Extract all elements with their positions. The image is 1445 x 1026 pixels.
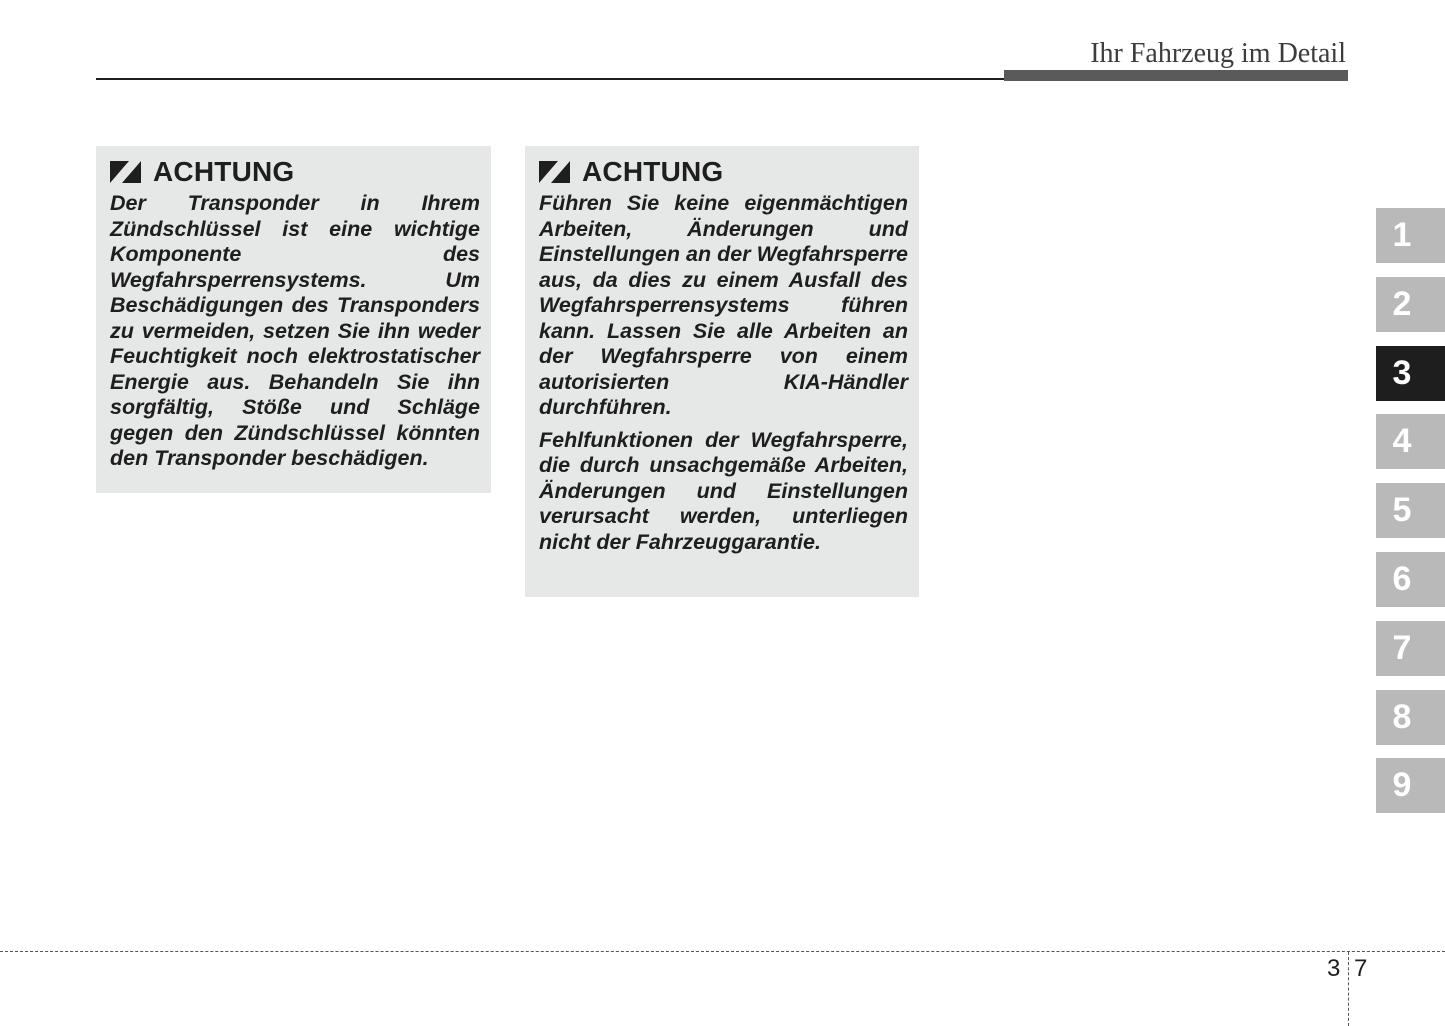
caution-slash-icon xyxy=(539,161,570,183)
chapter-tab-6[interactable]: 6 xyxy=(1376,552,1445,607)
caution-box-transponder xyxy=(96,146,491,493)
header-accent-bar xyxy=(1004,70,1348,81)
caution-box-immobilizer xyxy=(525,146,919,597)
caution-text: Der Transponder in Ihrem Zündschlüssel ist eine wichtige Komponente des Wegfahrsperrensystems. Um Beschädigungen des Transponders zu vermeiden, setzen Sie ihn weder Feuchtigkeit noch elektrostatischer Energie aus. Behandeln Sie ihn sorgfältig, Stöße und Schläge gegen den Zündschlüssel könnten den Transponder beschädigen. xyxy=(110,191,480,470)
page-chapter-number: 3 xyxy=(1327,955,1341,982)
chapter-tab-3[interactable]: 3 xyxy=(1376,346,1445,401)
caution-slash-icon xyxy=(110,161,141,183)
chapter-tab-9[interactable]: 9 xyxy=(1376,758,1445,813)
caution-heading xyxy=(110,156,480,188)
caution-text-warranty: Fehlfunktionen der Wegfahrsperre, die durch unsachgemäße Arbeiten, Änderungen und Einstellungen verursacht werden, unterliegen nicht der Fahrzeuggarantie. xyxy=(539,427,908,554)
chapter-tab-8[interactable]: 8 xyxy=(1376,690,1445,745)
header-rule xyxy=(96,78,1004,80)
page-number: 7 xyxy=(1354,955,1368,982)
chapter-tab-1[interactable]: 1 xyxy=(1376,208,1445,263)
caution-heading xyxy=(539,156,908,188)
chapter-tab-4[interactable]: 4 xyxy=(1376,414,1445,469)
chapter-tab-7[interactable]: 7 xyxy=(1376,621,1445,676)
page-header-title: Ihr Fahrzeug im Detail xyxy=(1090,38,1346,69)
footer-divider xyxy=(0,951,1445,952)
chapter-tab-2[interactable]: 2 xyxy=(1376,277,1445,332)
caution-title: ACHTUNG xyxy=(582,156,724,187)
caution-text: Führen Sie keine eigenmächtigen Arbeiten, Änderungen und Einstellungen an der Wegfahrsperre aus, da dies zu einem Ausfall des Wegfahrsperrensystems führen kann. Lassen Sie alle Arbeiten an der Wegfahrsperre von einem autorisierten KIA-Händler durchführen. xyxy=(539,191,908,419)
caution-title: ACHTUNG xyxy=(153,156,295,187)
chapter-tab-5[interactable]: 5 xyxy=(1376,483,1445,538)
page-number-divider xyxy=(1348,952,1349,1026)
